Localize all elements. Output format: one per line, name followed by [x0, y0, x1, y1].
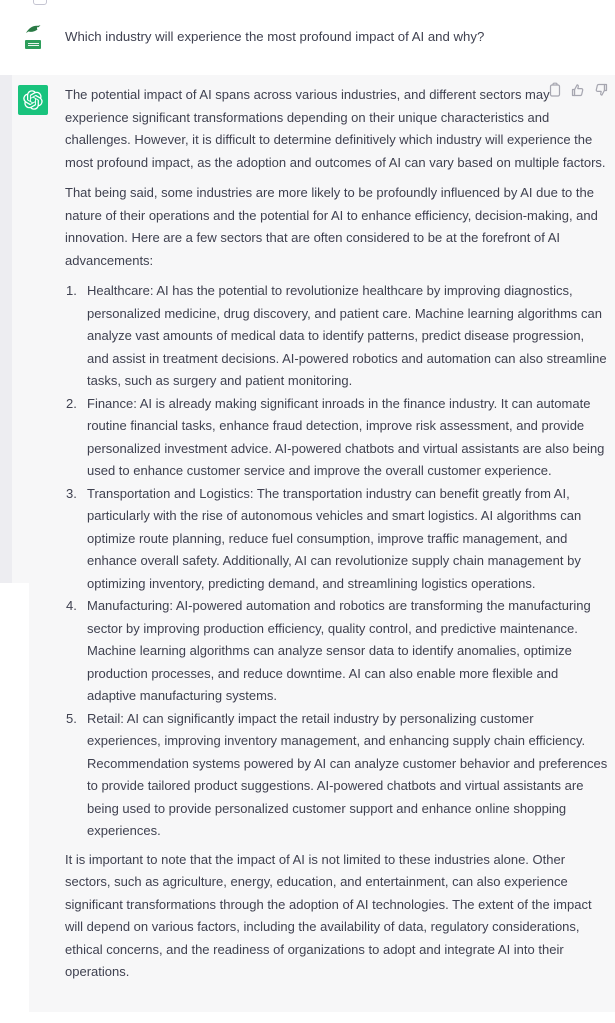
list-item-text: Transportation and Logistics: The transportation industry can benefit greatly from AI, particularly with the rise of autonomous vehicles and smart logistics. AI algorithms can optimize route planning, reduce fuel consumption, improve traffic management, and enhance overall safety. Additionally, AI can revolutionize supply chain management by optimizing inventory, predicting demand, and streamlining logistics operations. [87, 485, 582, 591]
user-avatar [18, 21, 48, 51]
page-background-patch [0, 583, 29, 1023]
list-item-retail [65, 708, 608, 843]
list-marker: 5. [66, 710, 77, 726]
response-paragraph: That being said, some industries are more likely to be profoundly influenced by AI due to the nature of their operations and the potential for AI to enhance efficiency, decision-making, and innovation. Here are a few sectors that are often considered to be at the forefront of AI advancements: [65, 185, 598, 268]
list-item-text: Manufacturing: AI-powered automation and robotics are transforming the manufacturing sector by improving production efficiency, quality control, and predictive maintenance. Machine learning algorithms can analyze sensor data to identify anomalies, optimize production processes, and reduce downtime. AI can also enable more flexible and adaptive manufacturing systems. [87, 598, 591, 703]
list-item-manufacturing [65, 595, 608, 708]
user-message-row [0, 0, 615, 75]
page-bottom-margin [0, 1012, 615, 1023]
list-marker: 4. [66, 598, 77, 613]
bird-logo-icon [24, 24, 42, 39]
assistant-response-body [65, 84, 608, 984]
list-item-text: Retail: AI can significantly impact the retail industry by personalizing customer experiences, improving inventory management, and enhancing supply chain efficiency. Recommendation systems powered by AI can analyze customer behavior and preferences to provide tailored product suggestions. AI-powered chatbots and virtual assistants are being used to provide personalized customer support and enhance online shopping experiences. [87, 710, 608, 838]
openai-logo-icon [23, 90, 43, 110]
logo-wordmark [25, 40, 41, 49]
list-item-transportation [65, 483, 608, 596]
list-item-text: Finance: AI is already making significant inroads in the finance industry. It can automate routine financial tasks, enhance fraud detection, improve risk assessment, and provide personalized investment advice. AI-powered chatbots and virtual assistants are also being used to enhance customer service and improve the overall customer experience. [87, 395, 605, 478]
list-item-text: Healthcare: AI has the potential to revolutionize healthcare by improving diagnostics, personalized medicine, drug discovery, and patient care. Machine learning algorithms can analyze vast amounts of medical data to identify patterns, predict disease progression, and assist in treatment decisions. AI-powered robotics and automation can also streamline tasks, such as surgery and patient monitoring. [87, 283, 607, 388]
list-marker: 2. [66, 395, 77, 411]
response-paragraph: It is important to note that the impact of AI is not limited to these industries alone. Other sectors, such as agriculture, energy, education, and entertainment, can also experience significant transformations through the adoption of AI technologies. The extent of the impact will depend on various factors, including the availability of data, regulatory considerations, ethical concerns, and the readiness of organizations to adopt and integrate AI into their operations. [65, 851, 592, 979]
clipped-square-icon [33, 0, 47, 5]
page-gutter [0, 75, 12, 583]
industries-list [65, 280, 608, 843]
list-marker: 1. [66, 283, 77, 298]
list-item-finance [65, 393, 608, 483]
list-marker: 3. [66, 485, 77, 501]
response-paragraph: The potential impact of AI spans across various industries, and different sectors may experience significant transformations depending on their unique characteristics and challenges. However, it is difficult to determine definitively which industry will experience the most profound impact, as the adoption and outcomes of AI can vary based on multiple factors. [65, 87, 606, 170]
user-question-text: Which industry will experience the most profound impact of AI and why? [65, 29, 485, 44]
chatgpt-avatar [18, 85, 48, 115]
list-item-healthcare [65, 280, 608, 393]
